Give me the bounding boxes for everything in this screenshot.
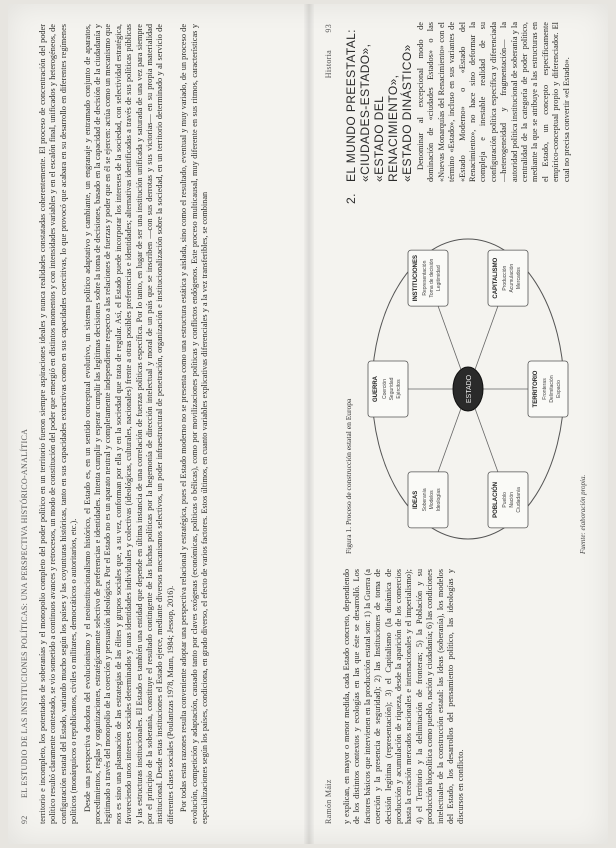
diagram-node-line: Fronteras (542, 378, 548, 400)
left-paragraph: territorio e incompleto, los potentados de soberanías y el monopolio completo del poder político en un territorio fueron siempre aspiraciones ideales y nunca realidades constatadas coherentemente. El proceso de concentración del poder político resultó claramente contestado, se vio sometido a continuos avances y retrocesos, un modo de constitución del poder que emergió en distintos momentos y con intensidades variables y en el escalón final, unificados y heterogéneos, de configuración estatal del Estado, variando mucho según los países y las coyunturas históricas, tanto en sus capacidades extractivas como en sus capacidades coercitivas, lo que provocó que acabara en su desarrollo en diferentes regímenes políticos (monárquicos o republicanos, civiles o militares, democráticos o autoritarios, etc.). (38, 24, 79, 824)
left-page (16, 4, 306, 844)
diagram-node-line: Ideologías (436, 488, 442, 512)
diagram-node-line: Mercados (516, 267, 522, 290)
left-body-text (38, 24, 214, 824)
center-node-label: ESTADO (466, 374, 473, 404)
diagram-node-line: Pueblo (502, 492, 508, 508)
section-body-text (416, 22, 575, 182)
right-intro-paragraph: y explican, en mayor o menor medida, cada Estado concreto, dependiendo de los distintos contextos y ecologías en las que éste se desarrolló. Los factores básicos que intervienen en la producción estatal son: 1) la Guerra (a coerción y la presencia de seguridad); 2) las Instituciones de toma de decisión legítima (representación); 3) el Capitalismo (la dinámica de producción y acumulación de riqueza, desde la aparición de los comercios hasta la creación mercados nacionales e internacionales y el imperialismo); 4) el Territorio y la delimitación de fronteras; 5) la Población y su producción biopolítica como pueblo, nación y ciudadanía; 6) las condiciones intelectuales de la construcción estatal: las Ideas (soberanía), los modelos del Estado, los desarrollos del pensamiento político, las ideologías y discursos en conflicto. (342, 569, 466, 824)
left-page-number: 92 (20, 815, 29, 824)
diagram-node-title: GUERRA (373, 375, 379, 403)
diagram-node-line: Ejércitos (396, 379, 402, 399)
diagram-node-line: Ciudadanía (516, 487, 522, 513)
left-paragraph: Desde una perspectiva deudora del evolucionismo y el neoinstitucionalismo histórico, el Estado es, en un sentido conceptual evolutivo, un sistema político adaptativo y cambiante, un engranaje y entramado conjunto de aparatos, procedimientos, reglas y organizaciones, estratégicamente selectivo de preferencias e identidades. Intenta cumplir y esperar cumplir las legítimas decisiones sobre la toma de decisiones, basado en la capacidad de decisión de la ciudadanía y legitimado a través del monopolio de la coerción y persuasión ideológica. Por el Estado no es un aparato neutral y completamente independiente respecto a las relaciones de fuerzas y poder que en él se ejercen: actúa como un mecanismo que nos es sino una plasmación de las estrategias de las élites y grupos sociales que, a su vez, conforman por ella y en la sociedad que trata de regular. Así, el Estado puede incorporar los intereses de la sociedad, con selectividad estratégica, favoreciendo unos intereses sociales determinados y unas identidades individuales y colectivas (ideológicas, culturales, nacionales) frente a otras posibles preferencias e identidades; alternativas identificadas a través de sus políticas públicas y las estructuras institucionales. El Estado es también una entidad que depende en última instancia de una correlación de fuerzas políticas específica. Por lo tanto, en lugar de ser una institución unificada y saturada de una vez para siempre por el principio de la soberanía, constituye el resultado contingente de las luchas políticas por la hegemonía de dirección intelectual y moral de un país que se inscriben —con sus derrotas y sus victorias— en su propia materialidad institucional. Desde estas instituciones el Estado ejerce, mediante diversos mecanismos selectivos, un poder infraestructural de penetración, organización e institucionalización sobre la sociedad, en un territorio determinado y al servicio de diferentes clases sociales (Poulantzas 1978, Mann, 1984; Jessop, 2016). (82, 24, 175, 824)
section-heading (344, 22, 414, 204)
diagram-node-title: INSTITUCIONES (413, 254, 419, 302)
right-intro-text (342, 569, 470, 824)
diagram-node-line: Legitimidad (436, 265, 442, 291)
scanned-spread (8, 4, 608, 844)
left-paragraph: Por todas estas razones resulta conveniente adoptar una perspectiva relacional y estratégica, pues el Estado moderno no se presenta como una estructura estática y aislada, sino como el resultado, eventual y muy variado, de un proceso de evolución, competición y adaptación, causado tanto por claves exógenas (económicas, políticas o bélicas), como por movilizaciones políticas y conflictos endógenos. Este proceso multicausal, muy diferente en sus ritmos, características y especializaciones según los países, condiciona, en grado diverso, el efecto de varios factores. Estos últimos, en cuanto variables explicativas diferenciales y a la vez transferibles, se combinan (179, 24, 210, 824)
figure-caption: Figura 1. Proceso de construcción estatal en Europa (344, 398, 353, 554)
diagram-node-line: Representación (422, 260, 428, 296)
right-running-head-title: Historia (324, 50, 333, 79)
diagram-node-line: Seguridad (389, 377, 395, 401)
right-page-number: 93 (324, 24, 333, 33)
diagram-node-line: Delimitación (549, 375, 555, 403)
diagram-node-line: Espacio (556, 380, 562, 398)
diagram-node-line: Modelos (429, 490, 435, 510)
diagram-node-title: TERRITORIO (533, 370, 539, 408)
diagram-node-line: Toma de decisión (429, 258, 435, 298)
right-running-head (324, 24, 336, 824)
diagram-node-title: CAPITALISMO (493, 257, 499, 299)
section-paragraph: Denominar al excepcional modo de dominación de «ciudades Estados» o las «Nuevas Monarquías del Renacimiento» con el término «Estado», incluso en sus variantes de «Estado Moderno» o «Estado del Renacimiento», no hace sino deformar la compleja e inestable realidad de su configuración política específica y diferenciada —heterogeneidad y fragmentación— la autoridad política institucional de soberanía y la centralidad de la categoría de poder político, mediante la que se atribuye a las estructuras en el Estado, un concepto específicamente empírico-conceptual propio y diferenciador. El cual no precisa convertir «el Estado». (416, 22, 571, 182)
figure-source: Fuente: elaboración propia. (579, 474, 587, 554)
diagram-node-line: Nación (509, 492, 515, 508)
diagram-node-line: Acumulación (509, 263, 515, 293)
right-page (320, 4, 608, 844)
state-building-diagram (360, 224, 575, 554)
diagram-node-title: POBLACIÓN (493, 481, 499, 518)
diagram-node-title: IDEAS (413, 490, 419, 510)
diagram-node-line: Soberanía (422, 488, 428, 512)
right-running-head-author: Ramón Máiz (324, 779, 333, 824)
diagram-node-line: Producción (502, 265, 508, 291)
diagram-node-line: Coerción (382, 378, 388, 400)
left-running-head-text: EL ESTUDIO DE LAS INSTITUCIONES POLÍTICAS: UNA PERSPECTIVA HISTÓRICO-ANALÍTICA (20, 428, 29, 798)
left-running-head (20, 24, 32, 824)
section-title: EL MUNDO PREESTATAL: «CIUDADES-ESTADO», «ESTADO DEL RENACIMIENTO», «ESTADO DINÁSTICO» (344, 29, 414, 182)
section-number: 2. (344, 193, 358, 204)
